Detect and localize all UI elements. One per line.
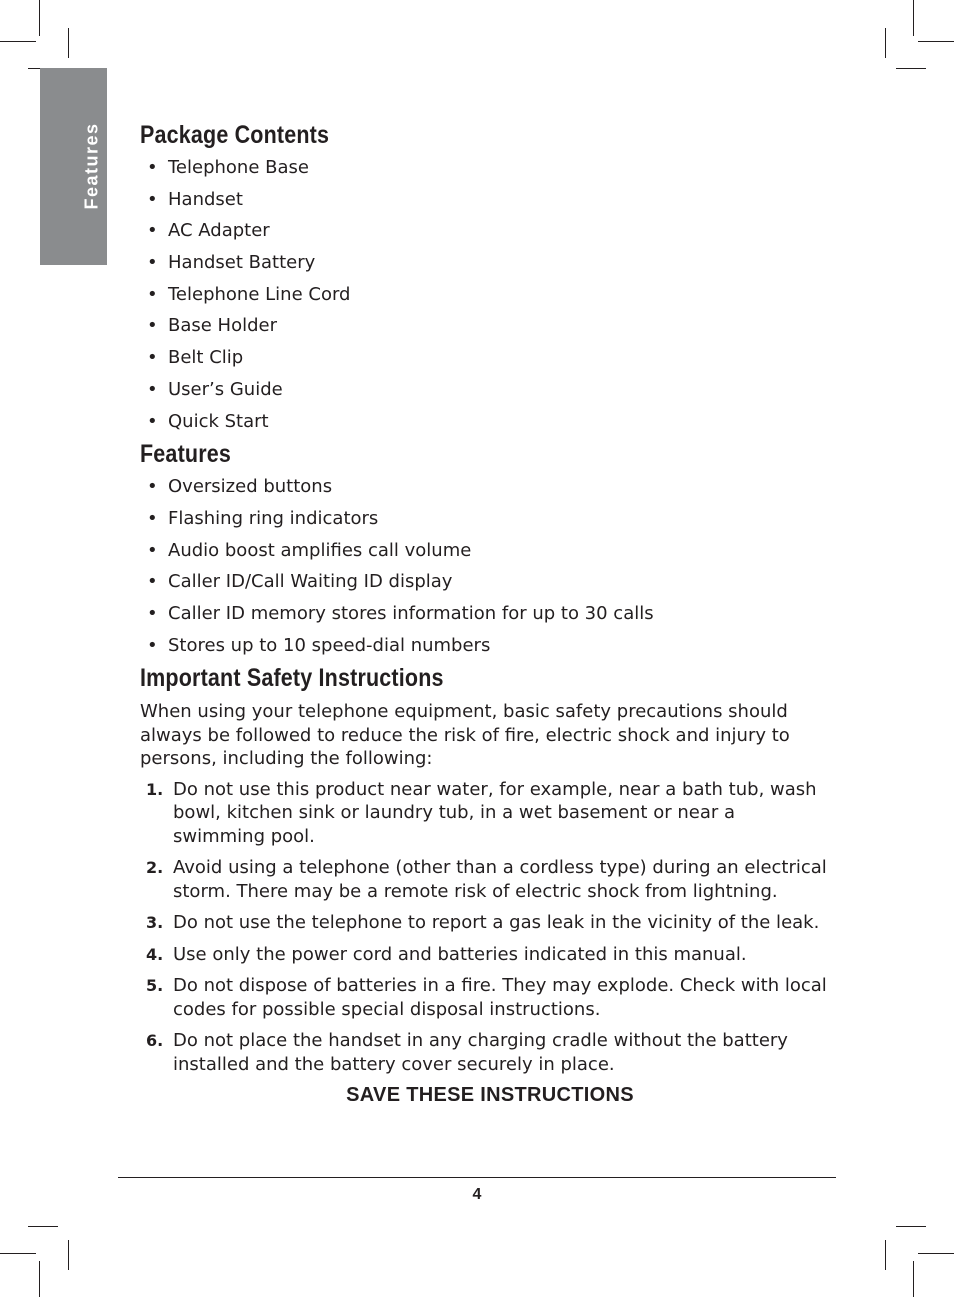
bullet-icon: •: [147, 378, 158, 400]
item-number: 1.: [146, 779, 164, 799]
list-item: • Caller ID memory stores information for up to 30 calls: [140, 598, 830, 630]
item-number: 3.: [146, 913, 164, 933]
numbered-item: 4. Use only the power cord and batteries indicated in this manual.: [146, 943, 747, 965]
bullet-icon: •: [147, 476, 158, 498]
bullet-icon: •: [147, 283, 158, 305]
bullet-icon: •: [147, 220, 158, 242]
list-item: • Handset: [140, 184, 830, 216]
bullet-icon: •: [147, 507, 158, 529]
bullet-icon: •: [147, 315, 158, 337]
crop-mark: [68, 28, 69, 58]
safety-intro: When using your telephone equipment, basic safety precautions should always be followed to reduce the risk of fire, electric shock and injury to persons, including the following:: [140, 701, 790, 770]
list-item: • Telephone Line Cord: [140, 279, 830, 311]
item-number: 6.: [146, 1031, 164, 1051]
numbered-item: 6. Do not place the handset in any charging cradle without the battery installed and the battery cover securely in place.: [146, 1030, 788, 1075]
list-item: • Telephone Base: [140, 152, 830, 184]
item-number: 5.: [146, 976, 164, 996]
page-number: 4: [472, 1186, 482, 1203]
crop-mark: [68, 1240, 69, 1270]
crop-mark: [885, 28, 886, 58]
crop-mark: [0, 1253, 36, 1254]
bullet-icon: •: [147, 347, 158, 369]
item-number: 2.: [146, 858, 164, 878]
safety-steps-list: [140, 778, 830, 1077]
bullet-icon: •: [147, 634, 158, 656]
package-contents-list: [140, 152, 830, 437]
list-item: • Caller ID/Call Waiting ID display: [140, 566, 830, 598]
list-item: • Stores up to 10 speed-dial numbers: [140, 630, 830, 662]
crop-mark: [28, 1226, 58, 1227]
numbered-item: 5. Do not dispose of batteries in a fire. They may explode. Check with local codes for possible special disposal instructions.: [146, 975, 827, 1020]
crop-mark: [913, 1261, 914, 1297]
page-content: [140, 118, 830, 1107]
numbered-item: 2. Avoid using a telephone (other than a cordless type) during an electrical storm. There may be a remote risk of electric shock from lightning.: [146, 857, 827, 902]
crop-mark: [0, 41, 36, 42]
package-contents-heading: Package Contents: [140, 121, 330, 149]
save-instructions-note: SAVE THESE INSTRUCTIONS: [346, 1084, 634, 1107]
crop-mark: [885, 1240, 886, 1270]
bullet-icon: •: [147, 410, 158, 432]
list-item: • Quick Start: [140, 406, 830, 438]
numbered-item: 1. Do not use this product near water, for example, near a bath tub, wash bowl, kitchen sink or laundry tub, in a wet basement or near a swimming pool.: [146, 778, 817, 847]
list-item: • User’s Guide: [140, 374, 830, 406]
crop-mark: [918, 1253, 954, 1254]
bullet-icon: •: [147, 157, 158, 178]
list-item: • Oversized buttons: [140, 471, 830, 503]
list-item: • Belt Clip: [140, 342, 830, 374]
list-item: • Handset Battery: [140, 247, 830, 279]
crop-mark: [39, 1261, 40, 1297]
bullet-icon: •: [147, 539, 158, 561]
list-item: • AC Adapter: [140, 215, 830, 247]
bullet-icon: •: [147, 252, 158, 274]
crop-mark: [39, 0, 40, 36]
crop-mark: [896, 68, 926, 69]
section-side-tab-label: Features: [81, 122, 102, 210]
safety-heading: Important Safety Instructions: [140, 664, 444, 693]
bullet-icon: •: [147, 188, 158, 210]
list-item: • Flashing ring indicators: [140, 503, 830, 535]
list-item: • Audio boost amplifies call volume: [140, 535, 830, 567]
footer-divider: [118, 1177, 836, 1178]
item-number: 4.: [146, 944, 164, 964]
bullet-icon: •: [147, 602, 158, 624]
features-list: [140, 471, 830, 661]
crop-mark: [896, 1226, 926, 1227]
crop-mark: [918, 41, 954, 42]
crop-mark: [913, 0, 914, 36]
bullet-icon: •: [147, 571, 158, 593]
list-item: • Base Holder: [140, 310, 830, 342]
numbered-item: 3. Do not use the telephone to report a gas leak in the vicinity of the leak.: [146, 912, 820, 934]
features-heading: Features: [140, 440, 231, 469]
